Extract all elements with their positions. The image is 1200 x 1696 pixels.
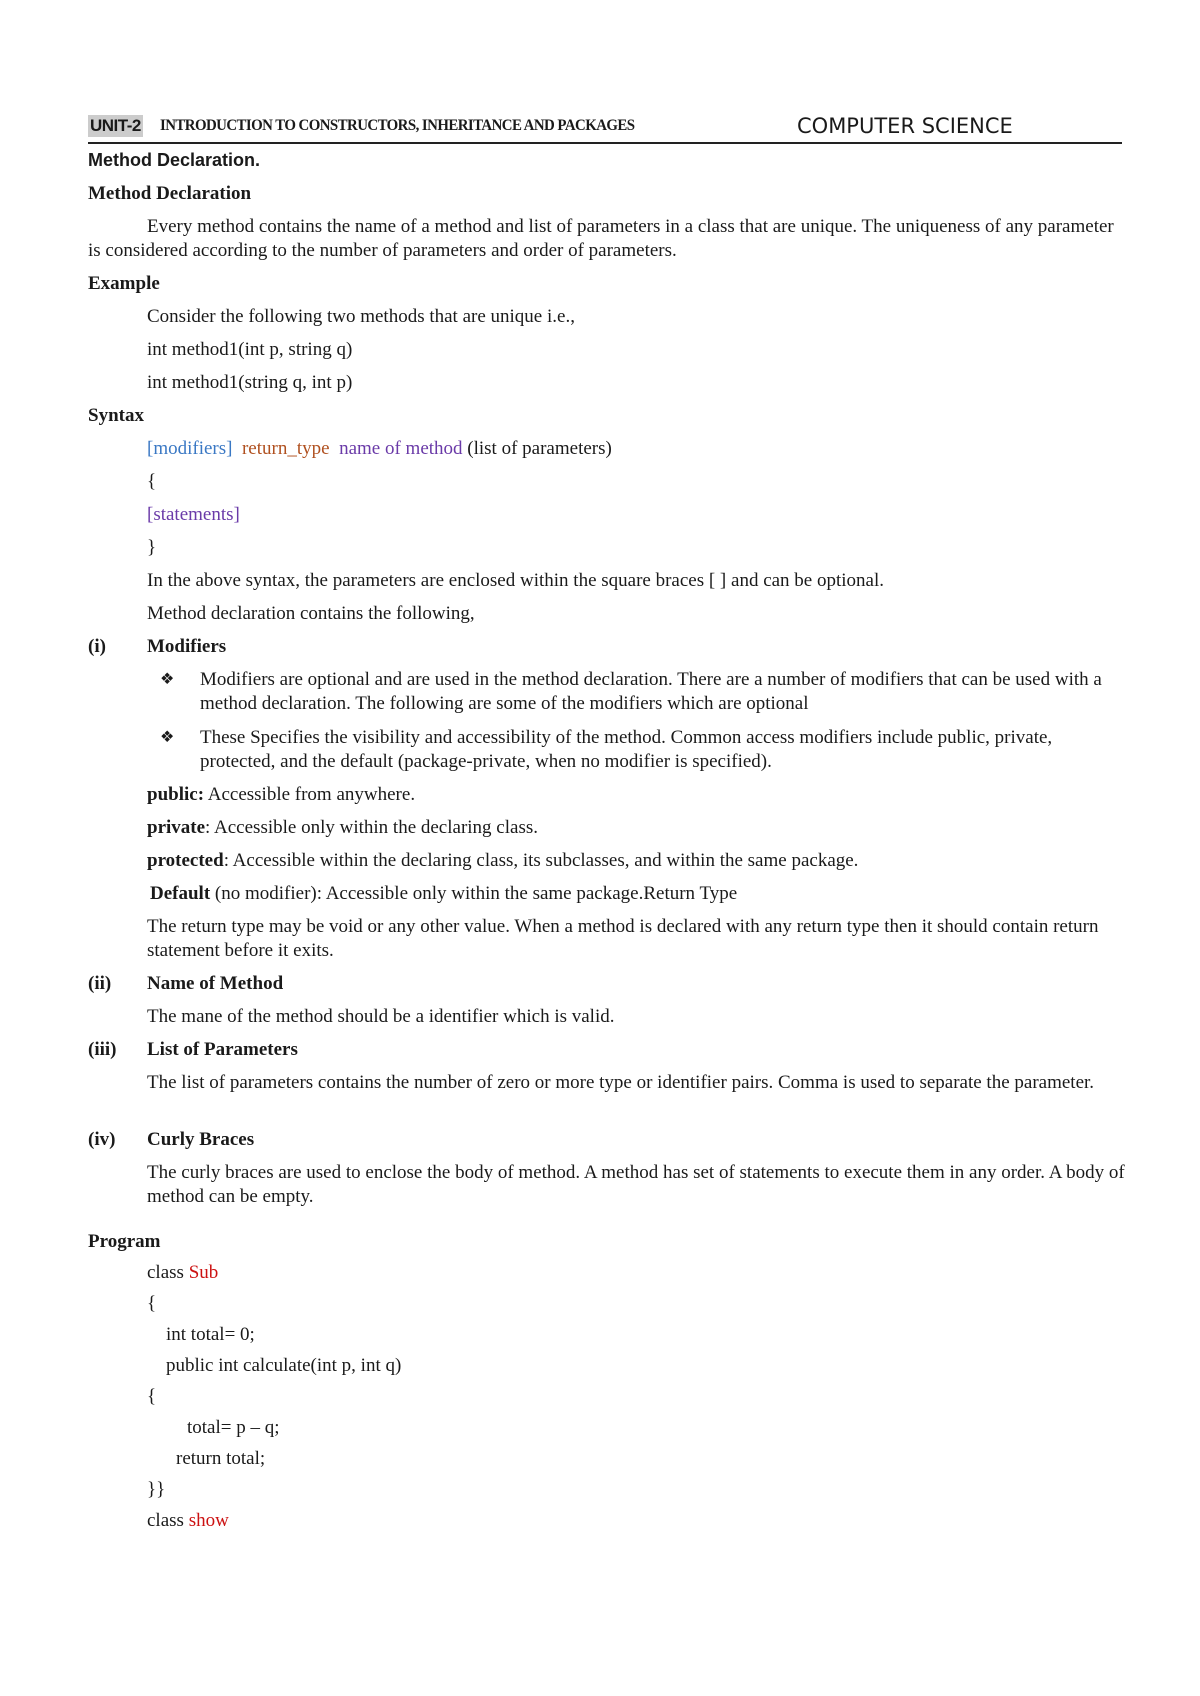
section-title: Method Declaration. xyxy=(88,150,261,170)
code-line: }} xyxy=(147,1479,166,1500)
heading-method-declaration: Method Declaration xyxy=(88,183,252,204)
intro-paragraph: Every method contains the name of a method and list of parameters in a class that are unique. The uniqueness of any parameter is considered according to the number of parameters and order of parameters. xyxy=(88,216,1114,261)
syntax-params: (list of parameters) xyxy=(467,438,612,459)
syntax-signature xyxy=(147,437,612,461)
access-default xyxy=(150,882,737,906)
access-desc: : Accessible within the declaring class, its subclasses, and within the same package. xyxy=(223,850,859,871)
syntax-note: In the above syntax, the parameters are enclosed within the square braces [ ] and can be optional. xyxy=(147,570,885,591)
item-number: (i) xyxy=(88,636,106,657)
item-number: (iv) xyxy=(88,1129,116,1150)
item-text: The mane of the method should be a identifier which is valid. xyxy=(147,1006,615,1027)
program-heading: Program xyxy=(88,1231,161,1252)
class-keyword: class xyxy=(147,1262,189,1283)
access-desc: : Accessible only within the declaring class. xyxy=(205,817,538,838)
example-line: Consider the following two methods that are unique i.e., xyxy=(147,306,575,327)
return-type-text: The return type may be void or any other value. When a method is declared with any return type then it should contain return statement before it exits. xyxy=(147,916,1099,961)
syntax-method-name: name of method xyxy=(339,438,463,459)
syntax-modifiers: [modifiers] xyxy=(147,438,233,459)
code-line: int total= 0; xyxy=(166,1324,255,1345)
unit-label: UNIT-2 xyxy=(90,116,141,135)
bullet-text: These Specifies the visibility and accessibility of the method. Common access modifiers include public, private, protected, and the default (package-private, when no modifier is specified). xyxy=(200,727,1053,772)
item-text: The curly braces are used to enclose the body of method. A method has set of statements to execute them in any order. A body of method can be empty. xyxy=(147,1162,1125,1207)
code-line: { xyxy=(147,1386,157,1407)
item-title: Name of Method xyxy=(147,973,284,994)
access-keyword: public: xyxy=(147,784,205,805)
header-title: INTRODUCTION TO CONSTRUCTORS, INHERITANCE AND PACKAGES xyxy=(160,117,635,134)
item-text: The list of parameters contains the number of zero or more type or identifier pairs. Comma is used to separate the parameter. xyxy=(147,1072,1095,1093)
class-name: Sub xyxy=(188,1262,219,1283)
item-title: Curly Braces xyxy=(147,1129,255,1150)
item-number: (iii) xyxy=(88,1039,117,1060)
access-private xyxy=(147,816,538,840)
code-line xyxy=(147,1509,229,1533)
access-keyword: protected xyxy=(147,850,224,871)
bullet-text: Modifiers are optional and are used in the method declaration. There are a number of modifiers that can be used with a method declaration. The following are some of the modifiers which are optional xyxy=(200,669,1102,714)
code-line xyxy=(147,1261,218,1285)
syntax-return-type: return_type xyxy=(241,438,330,459)
syntax-heading: Syntax xyxy=(88,405,144,426)
access-keyword: Default xyxy=(150,883,211,904)
access-desc: Accessible from anywhere. xyxy=(204,784,416,805)
access-desc: (no modifier): Accessible only within the same package.Return Type xyxy=(210,883,738,904)
subject-label: COMPUTER SCIENCE xyxy=(797,114,1013,138)
class-name: show xyxy=(188,1510,229,1531)
access-keyword: private xyxy=(147,817,206,838)
example-line: int method1(int p, string q) xyxy=(147,339,353,360)
access-protected xyxy=(147,849,858,873)
code-line: { xyxy=(147,1293,157,1314)
syntax-close-brace: } xyxy=(147,537,157,558)
code-line: return total; xyxy=(176,1448,266,1469)
example-line: int method1(string q, int p) xyxy=(147,372,353,393)
access-public xyxy=(147,783,415,807)
syntax-statements: [statements] xyxy=(147,504,240,525)
header-rule xyxy=(88,142,1122,144)
syntax-open-brace: { xyxy=(147,471,157,492)
diamond-bullet-icon: ❖ xyxy=(160,671,175,688)
code-line: public int calculate(int p, int q) xyxy=(166,1355,402,1376)
code-line: total= p – q; xyxy=(187,1417,280,1438)
class-keyword: class xyxy=(147,1510,189,1531)
item-number: (ii) xyxy=(88,973,112,994)
example-heading: Example xyxy=(88,273,160,294)
item-title: List of Parameters xyxy=(147,1039,298,1060)
item-title: Modifiers xyxy=(147,636,227,657)
syntax-note: Method declaration contains the following, xyxy=(147,603,475,624)
diamond-bullet-icon: ❖ xyxy=(160,729,175,746)
